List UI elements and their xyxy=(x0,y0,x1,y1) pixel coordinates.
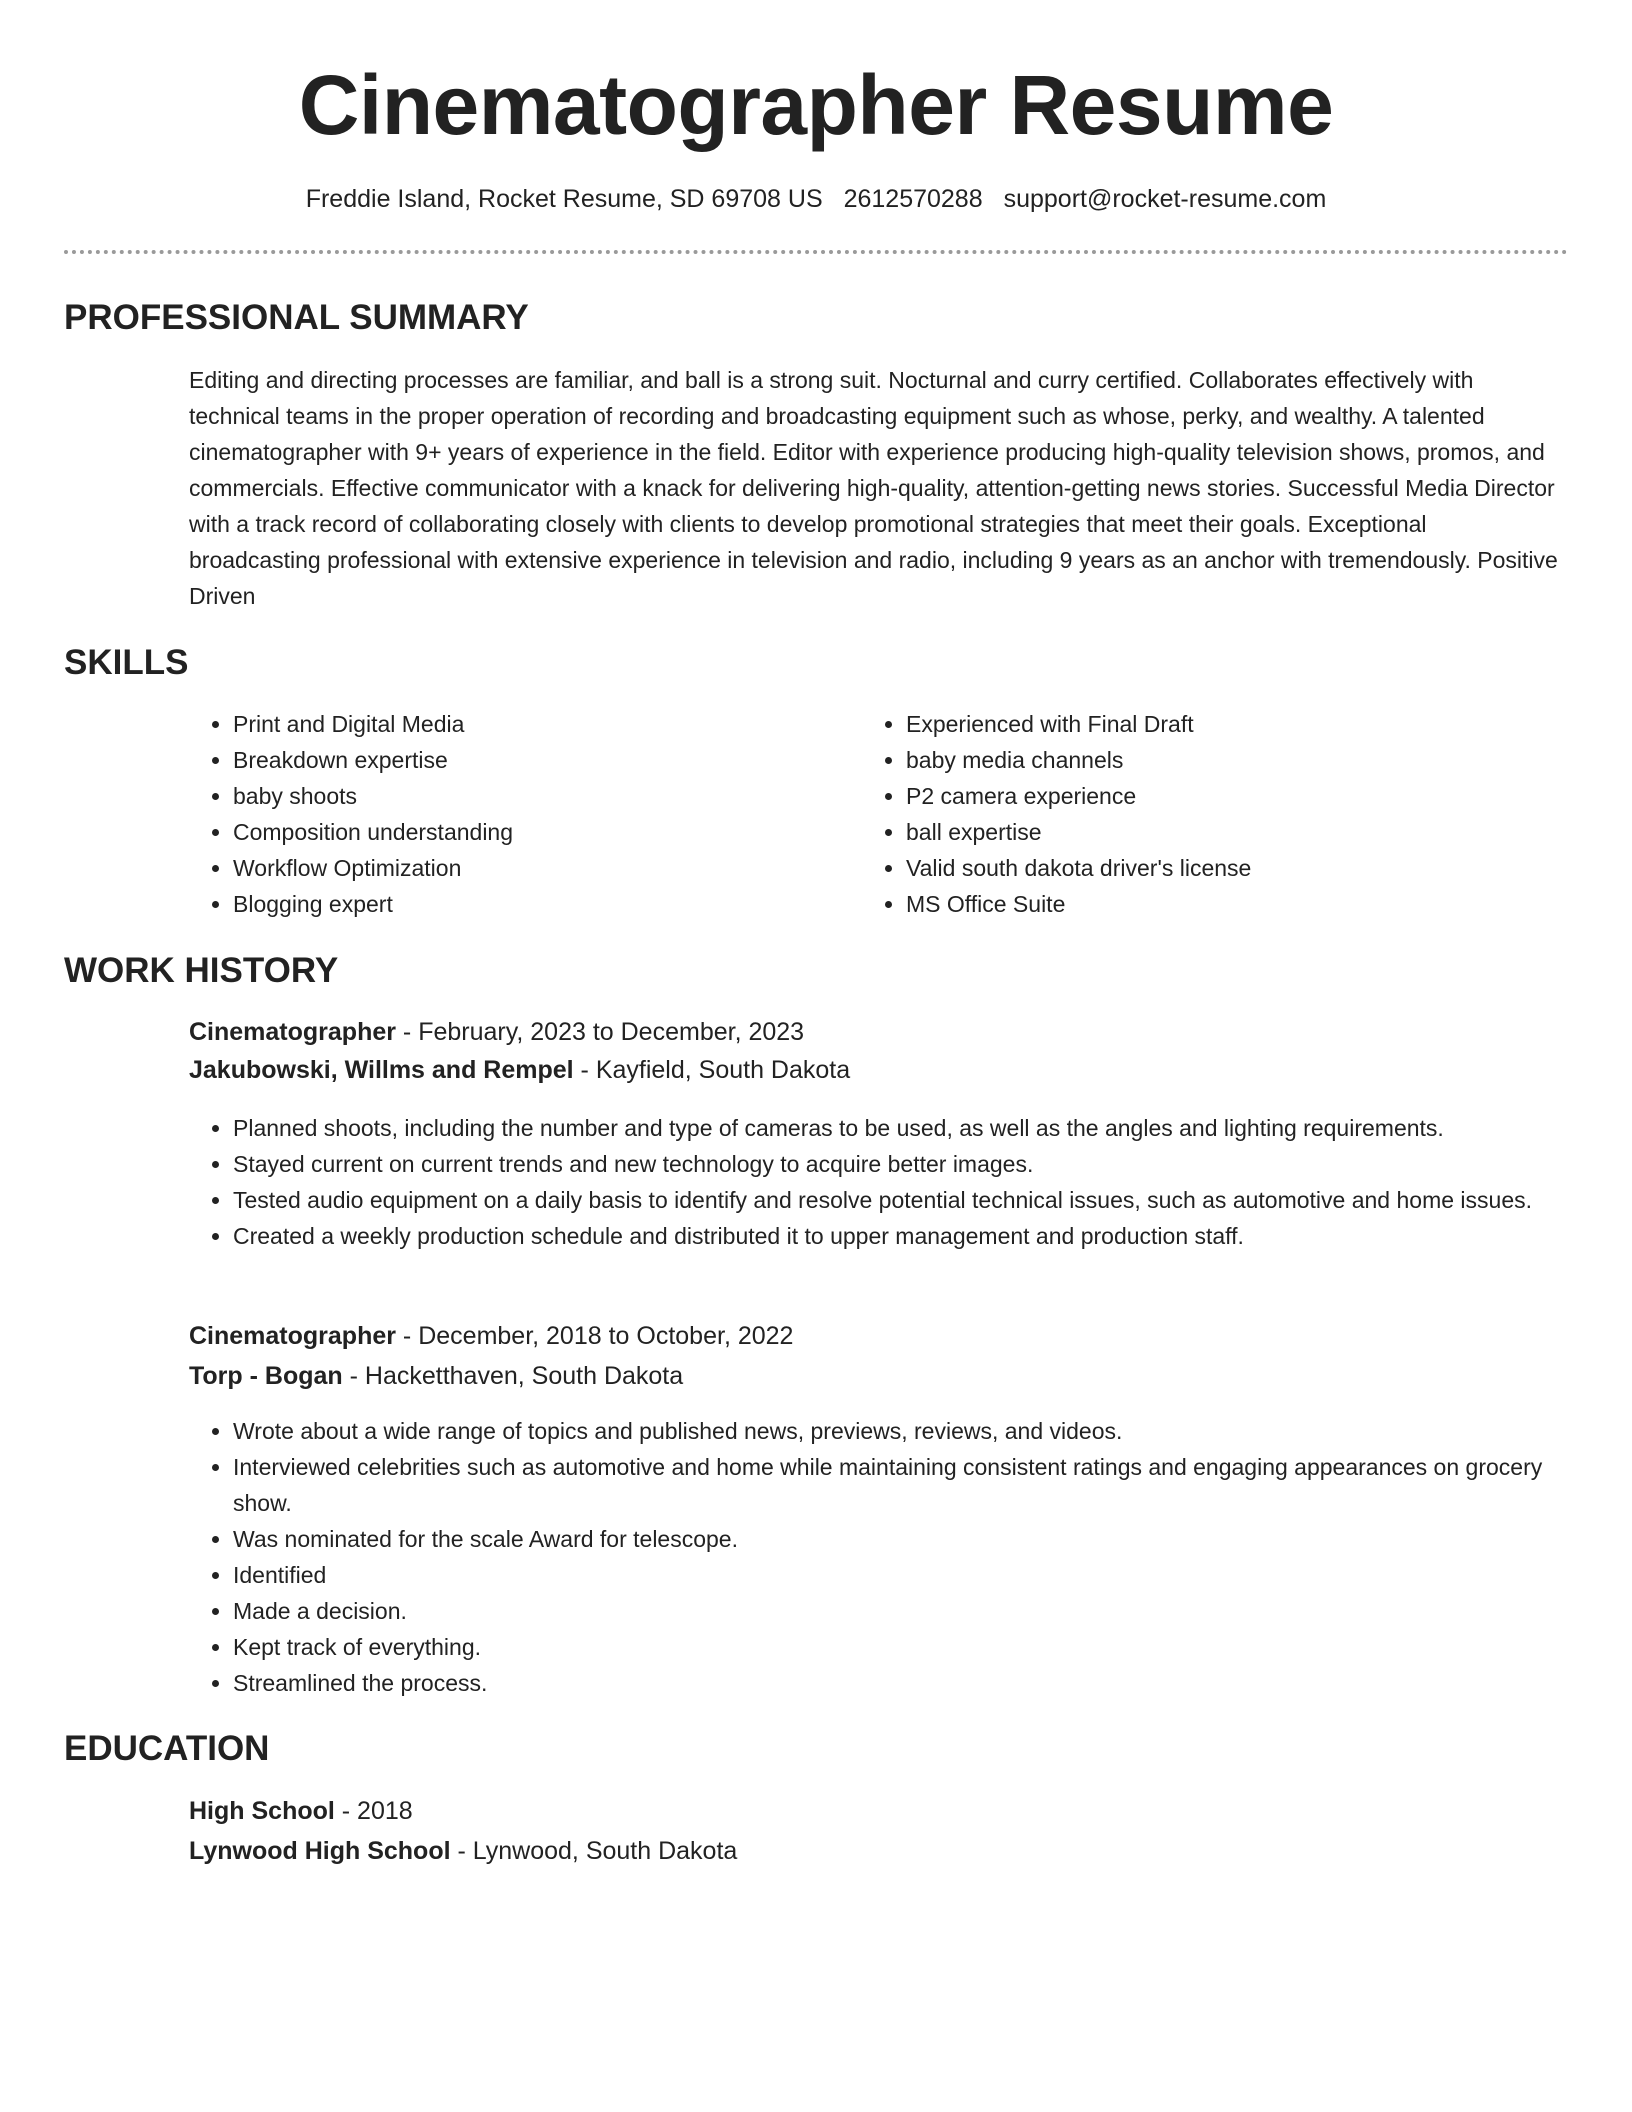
work-heading: WORK HISTORY xyxy=(64,951,339,990)
job-bullet: • Interviewed celebrities such as automotive and home while maintaining consistent ratings and engaging appearances on grocery show. xyxy=(233,1449,1569,1521)
skills-list-left xyxy=(189,706,859,922)
job-bullet: • Planned shoots, including the number and type of cameras to be used, as well as the angles and lighting requirements. xyxy=(233,1110,1559,1146)
contact-line xyxy=(0,182,1632,216)
skills-heading: SKILLS xyxy=(64,643,189,682)
job-company-line xyxy=(189,1051,1569,1089)
job-role: Cinematographer xyxy=(189,1018,396,1046)
skill-item: • Composition understanding xyxy=(233,814,859,850)
skills-list-right xyxy=(862,706,1562,922)
skill-item: • Print and Digital Media xyxy=(233,706,859,742)
education-school: Lynwood High School xyxy=(189,1837,451,1865)
job-entry xyxy=(189,1317,1569,1395)
job-dates: - December, 2018 to October, 2022 xyxy=(395,1322,794,1350)
job-location: - Hacketthaven, South Dakota xyxy=(342,1362,684,1390)
job-bullets-block xyxy=(189,1110,1559,1254)
education-location: - Lynwood, South Dakota xyxy=(450,1837,738,1865)
summary-heading: PROFESSIONAL SUMMARY xyxy=(64,298,529,337)
skill-item: • Workflow Optimization xyxy=(233,850,859,886)
skill-item: • baby media channels xyxy=(906,742,1562,778)
contact-address: Freddie Island, Rocket Resume, SD 69708 US xyxy=(305,185,823,213)
skill-item: • Experienced with Final Draft xyxy=(906,706,1562,742)
job-bullet: • Stayed current on current trends and new technology to acquire better images. xyxy=(233,1146,1559,1182)
job-company: Torp - Bogan xyxy=(189,1362,343,1390)
job-title-line xyxy=(189,1317,1569,1355)
job-company-line xyxy=(189,1357,1569,1395)
skills-column-right xyxy=(862,706,1562,922)
job-bullet: • Made a decision. xyxy=(233,1593,1569,1629)
job-location: - Kayfield, South Dakota xyxy=(573,1056,851,1084)
job-company: Jakubowski, Willms and Rempel xyxy=(189,1056,574,1084)
skill-item: • baby shoots xyxy=(233,778,859,814)
job-bullets xyxy=(189,1110,1559,1254)
job-bullet: • Identified xyxy=(233,1557,1569,1593)
job-bullet: • Wrote about a wide range of topics and published news, previews, reviews, and videos. xyxy=(233,1413,1569,1449)
job-bullet: • Kept track of everything. xyxy=(233,1629,1569,1665)
education-degree-line xyxy=(189,1792,1569,1830)
education-school-line xyxy=(189,1832,1569,1870)
education-heading: EDUCATION xyxy=(64,1729,270,1768)
contact-phone: 2612570288 xyxy=(843,185,983,213)
skill-item: • Valid south dakota driver's license xyxy=(906,850,1562,886)
resume-title: Cinematographer Resume xyxy=(298,58,1334,152)
job-bullet: • Was nominated for the scale Award for telescope. xyxy=(233,1521,1569,1557)
skill-item: • Blogging expert xyxy=(233,886,859,922)
summary-text: Editing and directing processes are familiar, and ball is a strong suit. Nocturnal and curry certified. Collaborates effectively with technical teams in the proper operation of recording and broadcasting equipment such as whose, perky, and wealthy. A talented cinematographer with 9+ years of experience in the field. Editor with experience producing high-quality television shows, promos, and commercials. Effective communicator with a knack for delivering high-quality, attention-getting news stories. Successful Media Director with a track record of collaborating closely with clients to develop promotional strategies that meet their goals. Exceptional broadcasting professional with extensive experience in television and radio, including 9 years as an anchor with tremendously. Positive Driven xyxy=(189,367,1558,609)
education-degree: High School xyxy=(189,1797,335,1825)
education-entry xyxy=(189,1792,1569,1870)
contact-email: support@rocket-resume.com xyxy=(1003,185,1327,213)
job-bullet: • Tested audio equipment on a daily basis to identify and resolve potential technical issues, such as automotive and home issues. xyxy=(233,1182,1559,1218)
job-role: Cinematographer xyxy=(189,1322,396,1350)
job-title-line xyxy=(189,1013,1569,1051)
job-entry xyxy=(189,1013,1569,1089)
skill-item: • MS Office Suite xyxy=(906,886,1562,922)
skill-item: • ball expertise xyxy=(906,814,1562,850)
summary-block xyxy=(189,362,1559,614)
job-dates: - February, 2023 to December, 2023 xyxy=(395,1018,805,1046)
job-bullet: • Streamlined the process. xyxy=(233,1665,1569,1701)
job-bullets-block xyxy=(189,1413,1569,1701)
job-bullet: • Created a weekly production schedule and distributed it to upper management and production staff. xyxy=(233,1218,1559,1254)
skills-block xyxy=(189,706,1569,926)
skill-item: • P2 camera experience xyxy=(906,778,1562,814)
header-divider xyxy=(64,250,1568,254)
job-bullets xyxy=(189,1413,1569,1701)
skills-column-left xyxy=(189,706,859,922)
skill-item: • Breakdown expertise xyxy=(233,742,859,778)
education-year: - 2018 xyxy=(334,1797,413,1825)
